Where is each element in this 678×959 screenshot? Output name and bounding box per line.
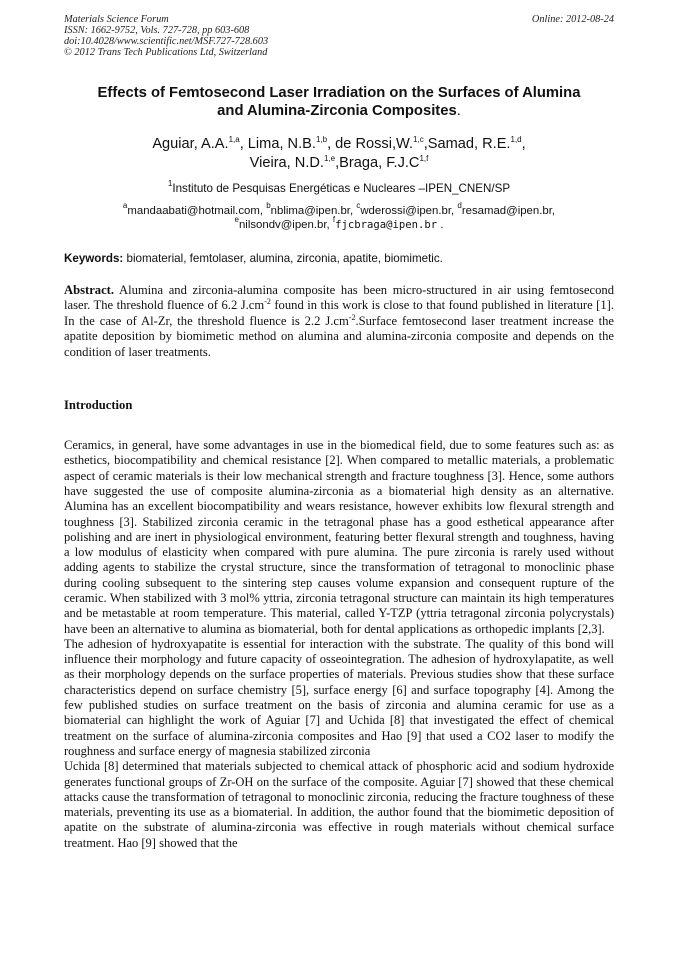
author-samad-affil: 1,d xyxy=(510,135,522,144)
author-aguiar-affil: 1,a xyxy=(228,135,240,144)
author-separator: , xyxy=(521,136,526,152)
title-line-1: Effects of Femtosecond Laser Irradiation on the Surfaces of Alumina xyxy=(97,85,581,101)
online-date: Online: 2012-08-24 xyxy=(531,14,614,25)
author-list xyxy=(64,135,614,173)
paper-title xyxy=(64,84,614,120)
title-period: . xyxy=(456,103,461,119)
affiliation xyxy=(64,179,614,196)
affiliation-text: Instituto de Pesquisas Energéticas e Nucleares –IPEN_CNEN/SP xyxy=(172,182,511,195)
author-lima-affil: 1,b xyxy=(315,135,328,144)
keywords-text: biomaterial, femtolaser, alumina, zirconia, apatite, biomimetic. xyxy=(123,252,443,265)
intro-paragraph-2: The adhesion of hydroxyapatite is essential for interaction with the substrate. The quality of this bond will influence their morphology and future capacity of osseointegration. The adhesion of hydroxylapatite, as well as their morphology depends on the surface properties of materials. Previous studies show that these surface characteristics depend on surface chemistry [5], surface energy [6] and surface topography [4]. Among the few published studies on surface treatment on the basis of zirconia and alumina ceramic for use as a biomaterial can highlight the work of Aguiar [7] and Uchida [8] that investigated the effect of chemical treatment on the surface of alumina-zirconia composites and Hao [9] that used a CO2 laser to modify the roughness and surface energy of magnesia stabilized zirconia xyxy=(64,636,614,758)
paper-page xyxy=(64,14,614,851)
doi-line: doi:10.4028/www.scientific.net/MSF.727-728.603 xyxy=(64,36,269,47)
title-line-2: and Alumina-Zirconia Composites xyxy=(217,103,457,119)
issn-line: ISSN: 1662-9752, Vols. 727-728, pp 603-608 xyxy=(64,25,250,36)
abstract-text-2: found in this work is close to that found published in literature [1]. In the case of Al-Zr, the threshold fluence is 2.2 J.cm xyxy=(64,298,615,328)
keywords xyxy=(64,252,614,265)
author-samad: ,Samad, R.E. xyxy=(423,136,511,152)
email-marker-e: e xyxy=(234,215,239,224)
email-marker-f: f xyxy=(332,215,336,224)
author-aguiar: Aguiar, A.A. xyxy=(152,136,229,152)
email-end: . xyxy=(437,219,444,231)
journal-name: Materials Science Forum xyxy=(64,14,169,25)
affiliation-number: 1 xyxy=(167,179,173,188)
abstract-text-1: Alumina and zirconia-alumina composite has been micro-structured in air using femtosecond laser. The threshold fluence of 6.2 J.cm xyxy=(64,283,614,313)
email-marker-c: c xyxy=(356,201,361,210)
email-b[interactable]: nblima@ipen.br, xyxy=(270,205,357,217)
abstract xyxy=(64,283,614,360)
author-derossi: , de Rossi,W. xyxy=(327,136,414,152)
keywords-label: Keywords: xyxy=(64,252,124,265)
abstract-label: Abstract. xyxy=(64,283,115,297)
abstract-sup-2: -2 xyxy=(348,312,356,322)
email-c[interactable]: wderossi@ipen.br, xyxy=(360,205,458,217)
author-lima: , Lima, N.B. xyxy=(239,136,316,152)
email-list xyxy=(64,201,614,232)
intro-paragraph-1: Ceramics, in general, have some advantages in use in the biomedical field, due to some features such as: as esthetics, biocompatibility and chemical resistance [2]. When compared to metallic materials, a problematic aspect of ceramic materials is their low mechanical strength and fracture toughness [3]. Hence, some authors have suggested the use of composite alumina-zirconia as a biomaterial high density as an alternative. Alumina has an excellent biocompatibility and wears resistance, however exhibits low flexural strength and toughness [3]. Stabilized zirconia ceramic in the tetragonal phase has a good esthetical appearance after polishing and are inert in physiological environment, featuring better flexural strength and toughness, having a low modulus of elasticity when compared with pure alumina. The pure zirconia is rarely used without adding agents to stabilize the crystal structure, since the transformation of tetragonal to monoclinic phase during cooling subsequent to the sintering step causes volume expansion and consequent rupture of the ceramic. When stabilized with 3 mol% yttria, zirconia tetragonal structure can maintain its high temperatures and be metastable at room temperature. This material, called Y-TZP (yttria tetragonal zirconia polycrystals) have been an alternative to alumina as biomaterial, both for dental applications as orthopedic implants [2,3]. xyxy=(64,438,614,636)
author-braga: ,Braga, F.J.C xyxy=(335,155,420,171)
section-heading-introduction: Introduction xyxy=(64,398,133,413)
email-a[interactable]: mandaabati@hotmail.com, xyxy=(127,205,267,217)
author-braga-affil: 1,f xyxy=(419,154,429,163)
email-separator: , xyxy=(326,219,333,231)
email-marker-a: a xyxy=(122,201,128,210)
email-d[interactable]: resamad@ipen.br, xyxy=(461,205,556,217)
email-marker-d: d xyxy=(457,201,462,210)
email-f[interactable]: fjcbraga@ipen.br xyxy=(335,219,438,231)
journal-header xyxy=(64,14,614,58)
intro-paragraph-3: Uchida [8] determined that materials subjected to chemical attack of phosphoric acid and sodium hydroxide generates functional groups of Zr-OH on the surface of the composite. Aguiar [7] showed that these chemical attacks cause the transformation of tetragonal to monoclinic zirconia, reducing the fracture toughness of these materials, preventing its use as a biomaterial. In addition, the author found that the biomimetic deposition of apatite on the substrate of alumina-zirconia was effective in rough materials without chemical surface treatment. Hao [9] showed that the xyxy=(64,759,614,850)
author-derossi-affil: 1,c xyxy=(413,135,424,144)
author-vieira-affil: 1,e xyxy=(323,154,336,163)
author-vieira: Vieira, N.D. xyxy=(249,155,324,171)
abstract-text-3: .Surface femtosecond laser treatment increase the apatite deposition by biomimetic method on alumina and alumina-zirconia composite and depends on the condition of laser treatments. xyxy=(64,313,614,359)
email-e[interactable]: nilsondv@ipen.br xyxy=(238,219,327,231)
copyright-line: © 2012 Trans Tech Publications Ltd, Switzerland xyxy=(64,47,268,58)
abstract-sup-1: -2 xyxy=(264,297,271,307)
email-marker-b: b xyxy=(266,201,271,210)
